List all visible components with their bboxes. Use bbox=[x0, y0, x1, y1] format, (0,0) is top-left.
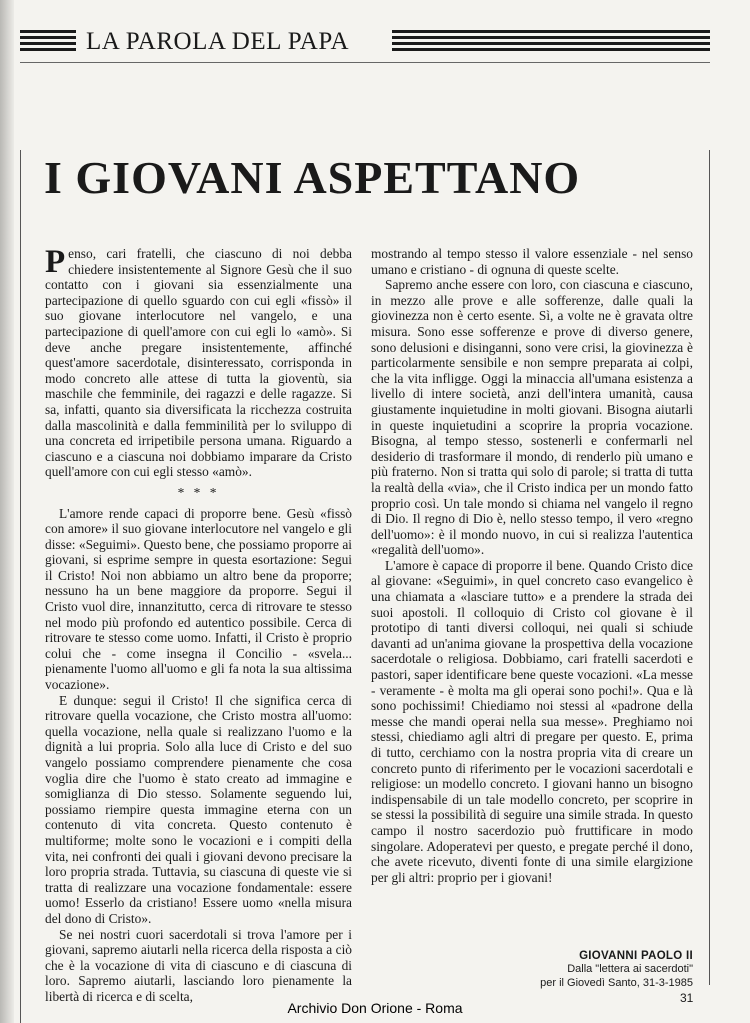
article-column-left bbox=[45, 246, 352, 1005]
paragraph: Penso, cari fratelli, che ciascuno di noi debba chiedere insistentemente al Signore Gesù che il suo contatto con i giovani sia essenzialmente una partecipazione di quello sguardo con cui egli «fissò» il suo giovane interlocutore nel vangelo, e una partecipazione di quell'amore con cui egli lo «amò». Si deve anche pregare insistentemente, affinché quest'amore sacerdotale, disinteressato, corrisponda in modo concreto alle attese di tutta la gioventù, sia maschile che femminile, dei ragazzi e delle ragazze. Si sa, infatti, quanto sia diversificata la ricchezza costruita dalla mascolinità e dalla femminilità per lo sviluppo di una concreta ed irripetibile persona umana. Riguardo a ciascuno e a ciascuna noi dobbiamo imparare da Cristo quell'amore con cui egli stesso «amò». bbox=[45, 244, 352, 480]
paragraph: L'amore è capace di proporre il bene. Quando Cristo dice al giovane: «Seguimi», in quel concreto caso evangelico è una chiamata a «lasciare tutto» e a prendere la strada dei suoi apostoli. Il colloquio di Cristo col giovane è il prototipo di tanti diversi colloqui, nei quali si schiude davanti ad un'anima giovane la prospettiva della vocazione sacerdotale o religiosa. Dobbiamo, cari fratelli sacerdoti e pastori, saper identificare bene queste vocazioni. «La messe - veramente - è molta ma gli operai sono pochi!». Qua e là sono pochissimi! Chiediamo noi stessi al «padrone della messe che mandi operai nella sua messe». Preghiamo noi stessi, chiediamo agli altri di pregare per questo. E, prima di tutto, cerchiamo con la nostra propria vita di creare un concreto punto di riferimento per le vocazioni sacerdotali e religiose: un modello concreto. I giovani hanno un bisogno indispensabile di un tale modello concreto, per scoprire in se stessi la possibilità di seguire una simile strada. In questo campo il nostro sacerdozio può fruttificare in modo singolare. Adoperatevi per questo, e pregate perché il dono, che avete ricevuto, diventi fonte di una simile elargizione per gli altri: proprio per i giovani! bbox=[371, 557, 693, 885]
paragraph: mostrando al tempo stesso il valore essenziale - nel senso umano e cristiano - di ognuna di queste scelte. bbox=[371, 246, 693, 277]
signature-source: Dalla "lettera ai sacerdoti" bbox=[567, 963, 693, 975]
article-column-right bbox=[371, 246, 693, 885]
right-border-rule bbox=[709, 150, 710, 985]
archive-caption: Archivio Don Orione - Roma bbox=[287, 1000, 463, 1016]
drop-cap: P bbox=[45, 244, 66, 280]
page-number: 31 bbox=[680, 991, 694, 1005]
section-separator: * * * bbox=[177, 484, 220, 500]
signature-date: per il Giovedì Santo, 31-3-1985 bbox=[540, 976, 693, 989]
paragraph: L'amore rende capaci di proporre bene. Gesù «fissò con amore» il suo giovane interlocutore nel vangelo e gli disse: «Seguimi». Questo bene, che possiamo proporre ai giovani, si esprime sempre in questa esortazione: Segui il Cristo! Noi non abbiamo un altro bene da proporre; nessuno ha un bene maggiore da proporre. Segui il Cristo vuol dire, innanzitutto, cerca di ritrovare te stesso nel modo più profondo ed autentico possibile. Cerca di ritrovare te stesso come uomo. Infatti, il Cristo è proprio colui che - come insegna il Concilio - «svela... pienamente l'uomo all'uomo e gli fa nota la sua altissima vocazione». bbox=[45, 505, 352, 693]
paragraph: Se nei nostri cuori sacerdotali si trova l'amore per i giovani, sapremo aiutarli nella ricerca della risposta a ciò che è la vocazione di vita di ciascuno e di ciascuna di loro. Sapremo aiutarli, lasciando loro pienamente la libertà di ricerca e di scelta, bbox=[45, 926, 352, 1004]
left-border-rule bbox=[20, 150, 21, 1023]
header-divider bbox=[20, 62, 710, 63]
paragraph: E dunque: segui il Cristo! Il che significa cerca di ritrovare quella vocazione, che Cristo mostra all'uomo: quella vocazione, nella quale si realizzano l'uomo e la dignità a lui propria. Solo alla luce di Cristo e del suo vangelo possiamo comprendere pienamente che cosa voglia dire che l'uomo è stato creato ad immagine e somiglianza di Dio stesso. Solamente seguendo lui, possiamo riempire questa immagine eterna con un contenuto di vita concreta. Questo contenuto è multiforme; molte sono le vocazioni e i compiti della vita, nei confronti dei quali i giovani devono precisare la loro propria strada. Tuttavia, su ciascuna di queste vie si tratta di realizzare una vocazione fondamentale: essere uomo! Esserlo da cristiano! Essere uomo «nella misura del dono di Cristo». bbox=[45, 692, 352, 926]
signature-block bbox=[430, 949, 693, 990]
signature-name: GIOVANNI PAOLO II bbox=[579, 950, 693, 962]
page-gutter-shadow bbox=[0, 0, 14, 1023]
header-rules-left bbox=[20, 30, 76, 56]
paragraph: Sapremo anche essere con loro, con ciascuna e ciascuno, in mezzo alle prove e alle sofferenze, dalle quali la giovinezza non è certo esente. Sì, a volte ne è gravata oltre misura. Sono esse sofferenze e prove di diverso genere, sono delusioni e disinganni, sono vere crisi, la giovinezza è particolarmente sensibile e non sempre preparata ai colpi, che la vita infligge. Oggi la minaccia all'umana esistenza a livello di intere società, anzi dell'intera umanità, causa giustamente inquietudine in molti giovani. Bisogna aiutarli in queste inquietudini a scoprire la propria vocazione. Bisogna, al tempo stesso, sostenerli e confermarli nel desiderio di trasformare il mondo, di renderlo più umano e più fraterno. Non si tratta qui solo di parole; si tratta di tutta la realtà della «via», che il Cristo indica per un mondo fatto proprio così. Un tale mondo si chiama nel vangelo il regno di Dio. Il regno di Dio è, nello stesso tempo, il vero «regno dell'uomo»: è il mondo nuovo, in cui si realizza l'autentica «regalità dell'uomo». bbox=[371, 277, 693, 558]
article-title: I GIOVANI ASPETTANO bbox=[44, 152, 581, 203]
section-kicker: LA PAROLA DEL PAPA bbox=[86, 28, 350, 55]
header-rules-right bbox=[392, 30, 710, 56]
section-header bbox=[20, 26, 710, 60]
